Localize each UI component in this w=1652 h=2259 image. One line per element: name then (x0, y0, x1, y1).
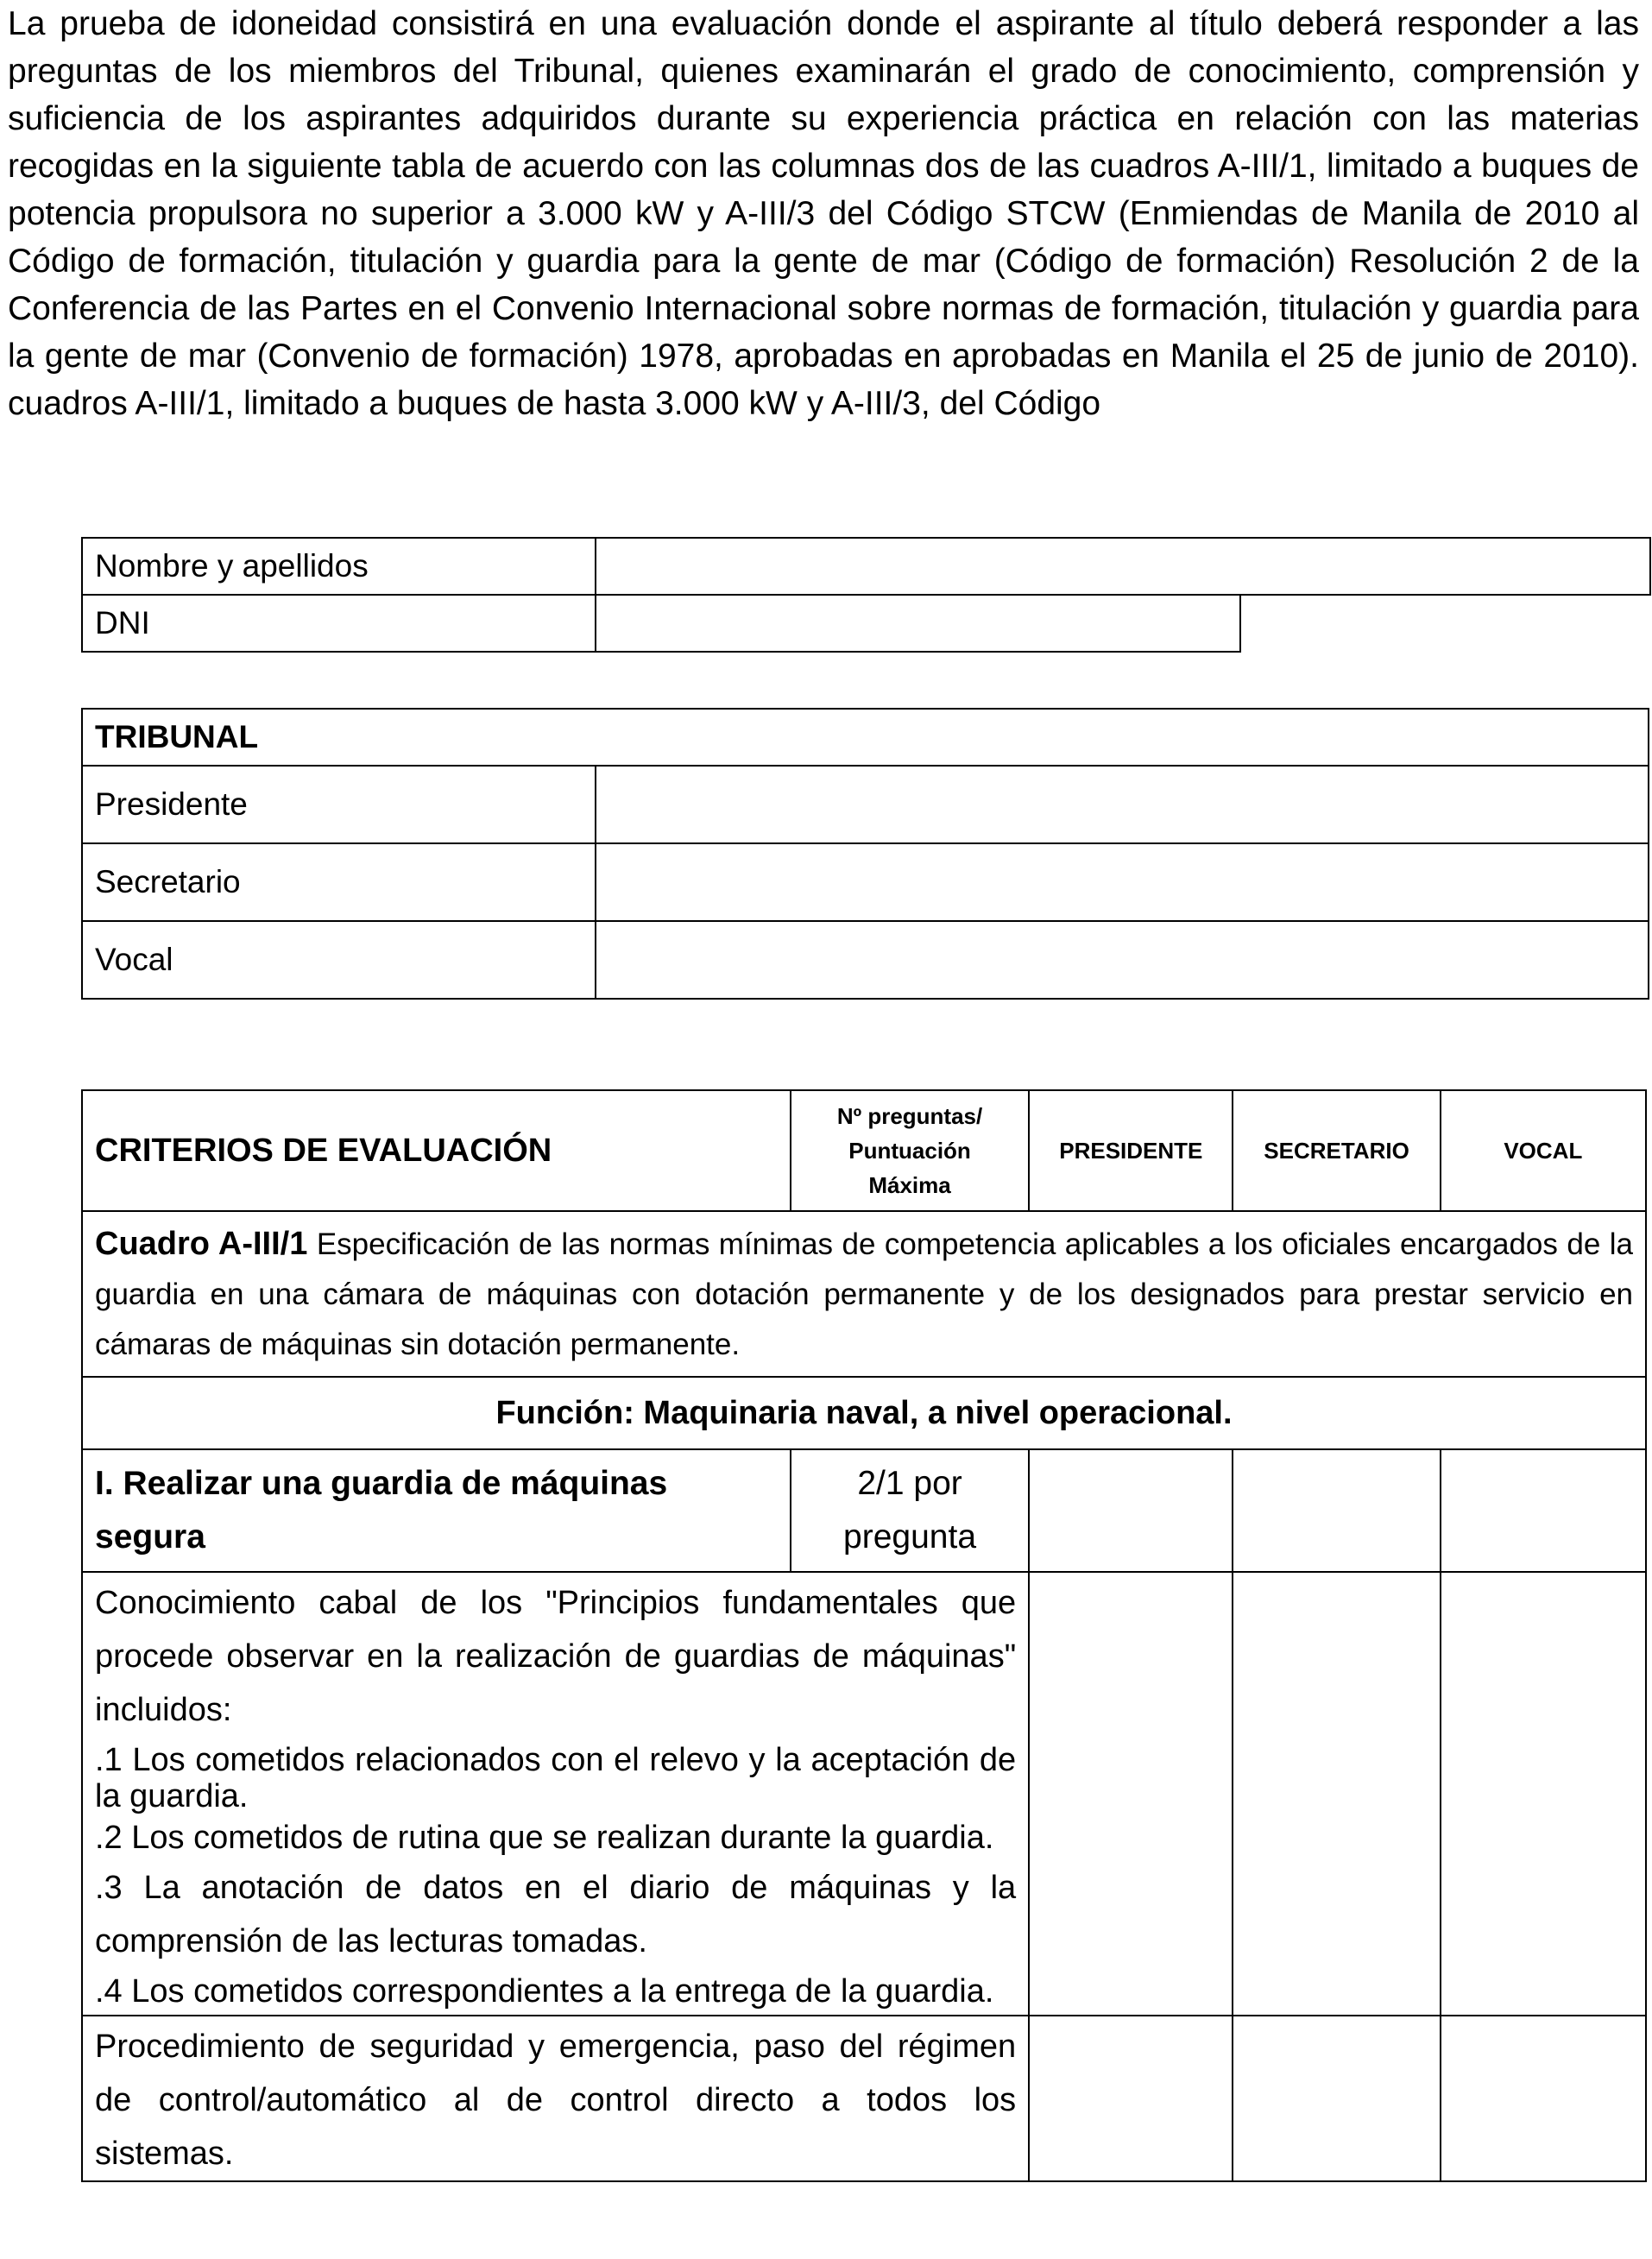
criteria-title: CRITERIOS DE EVALUACIÓN (82, 1090, 791, 1211)
secretario-score-cell[interactable] (1233, 1572, 1440, 2016)
item-title: I. Realizar una guardia de máquinas segura (82, 1449, 791, 1572)
knowledge-item: .1 Los cometidos relacionados con el relevo y la aceptación de la guardia. (95, 1742, 1017, 1814)
vocal-score-cell[interactable] (1441, 1449, 1646, 1572)
tribunal-title: TRIBUNAL (82, 709, 1649, 766)
presidente-header: PRESIDENTE (1029, 1090, 1233, 1211)
name-field[interactable] (596, 538, 1650, 595)
puntos-header-line: Puntuación (848, 1138, 971, 1164)
presidente-score-cell[interactable] (1029, 1449, 1233, 1572)
secretario-label: Secretario (82, 843, 596, 921)
secretario-field[interactable] (596, 843, 1649, 921)
presidente-label: Presidente (82, 766, 596, 843)
vocal-field[interactable] (596, 921, 1649, 999)
cuadro-code: Cuadro A-III/1 (95, 1225, 308, 1262)
spacer (1240, 595, 1650, 652)
dni-field[interactable] (596, 595, 1240, 652)
knowledge-cell (82, 1572, 1029, 2016)
secretario-score-cell[interactable] (1233, 1449, 1440, 1572)
knowledge-intro: Conocimiento cabal de los "Principios fundamentales que procede observar en la realización de guardias de máquinas" incluidos: (95, 1585, 1017, 1728)
presidente-score-cell[interactable] (1029, 1572, 1233, 2016)
tribunal-table (81, 708, 1649, 1000)
criteria-table (81, 1089, 1647, 2182)
vocal-score-cell[interactable] (1441, 1572, 1646, 2016)
name-label: Nombre y apellidos (82, 538, 596, 595)
safety-procedure-cell: Procedimiento de seguridad y emergencia, paso del régimen de control/automático al de control directo a todos los sistemas. (82, 2016, 1029, 2181)
knowledge-item: .3 La anotación de datos en el diario de máquinas y la comprensión de las lecturas tomadas. (95, 1870, 1017, 1959)
puntos-header (791, 1090, 1029, 1211)
knowledge-item: .4 Los cometidos correspondientes a la entrega de la guardia. (95, 1973, 994, 2010)
knowledge-item: .2 Los cometidos de rutina que se realizan durante la guardia. (95, 1820, 994, 1856)
secretario-header: SECRETARIO (1233, 1090, 1440, 1211)
puntos-header-line: Nº preguntas/ (836, 1103, 983, 1129)
dni-label: DNI (82, 595, 596, 652)
funcion-heading: Función: Maquinaria naval, a nivel operacional. (82, 1377, 1646, 1449)
identity-table (81, 537, 1651, 653)
puntos-header-line: Máxima (868, 1172, 951, 1198)
presidente-field[interactable] (596, 766, 1649, 843)
item-points: 2/1 por pregunta (791, 1449, 1029, 1572)
presidente-score-cell[interactable] (1029, 2016, 1233, 2181)
secretario-score-cell[interactable] (1233, 2016, 1440, 2181)
vocal-header: VOCAL (1441, 1090, 1646, 1211)
cuadro-description (82, 1211, 1646, 1377)
vocal-label: Vocal (82, 921, 596, 999)
vocal-score-cell[interactable] (1441, 2016, 1646, 2181)
intro-paragraph: La prueba de idoneidad consistirá en una evaluación donde el aspirante al título deberá responder a las preguntas de los miembros del Tribunal, quienes examinarán el grado de conocimiento, comprensión y suficiencia de los aspirantes adquiridos durante su experiencia práctica en relación con las materias recogidas en la siguiente tabla de acuerdo con las columnas dos de las cuadros A-III/1, limitado a buques de potencia propulsora no superior a 3.000 kW y A-III/3 del Código STCW (Enmiendas de Manila de 2010 al Código de formación, titulación y guardia para la gente de mar (Código de formación) Resolución 2 de la Conferencia de las Partes en el Convenio Internacional sobre normas de formación, titulación y guardia para la gente de mar (Convenio de formación) 1978, aprobadas en aprobadas en Manila el 25 de junio de 2010). cuadros A-III/1, limitado a buques de hasta 3.000 kW y A-III/3, del Código (8, 5, 1639, 422)
cuadro-text: Especificación de las normas mínimas de competencia aplicables a los oficiales encargados de la guardia en una cámara de máquinas con dotación permanente y de los designados para prestar servicio en cámaras de máquinas sin dotación permanente. (95, 1227, 1633, 1361)
